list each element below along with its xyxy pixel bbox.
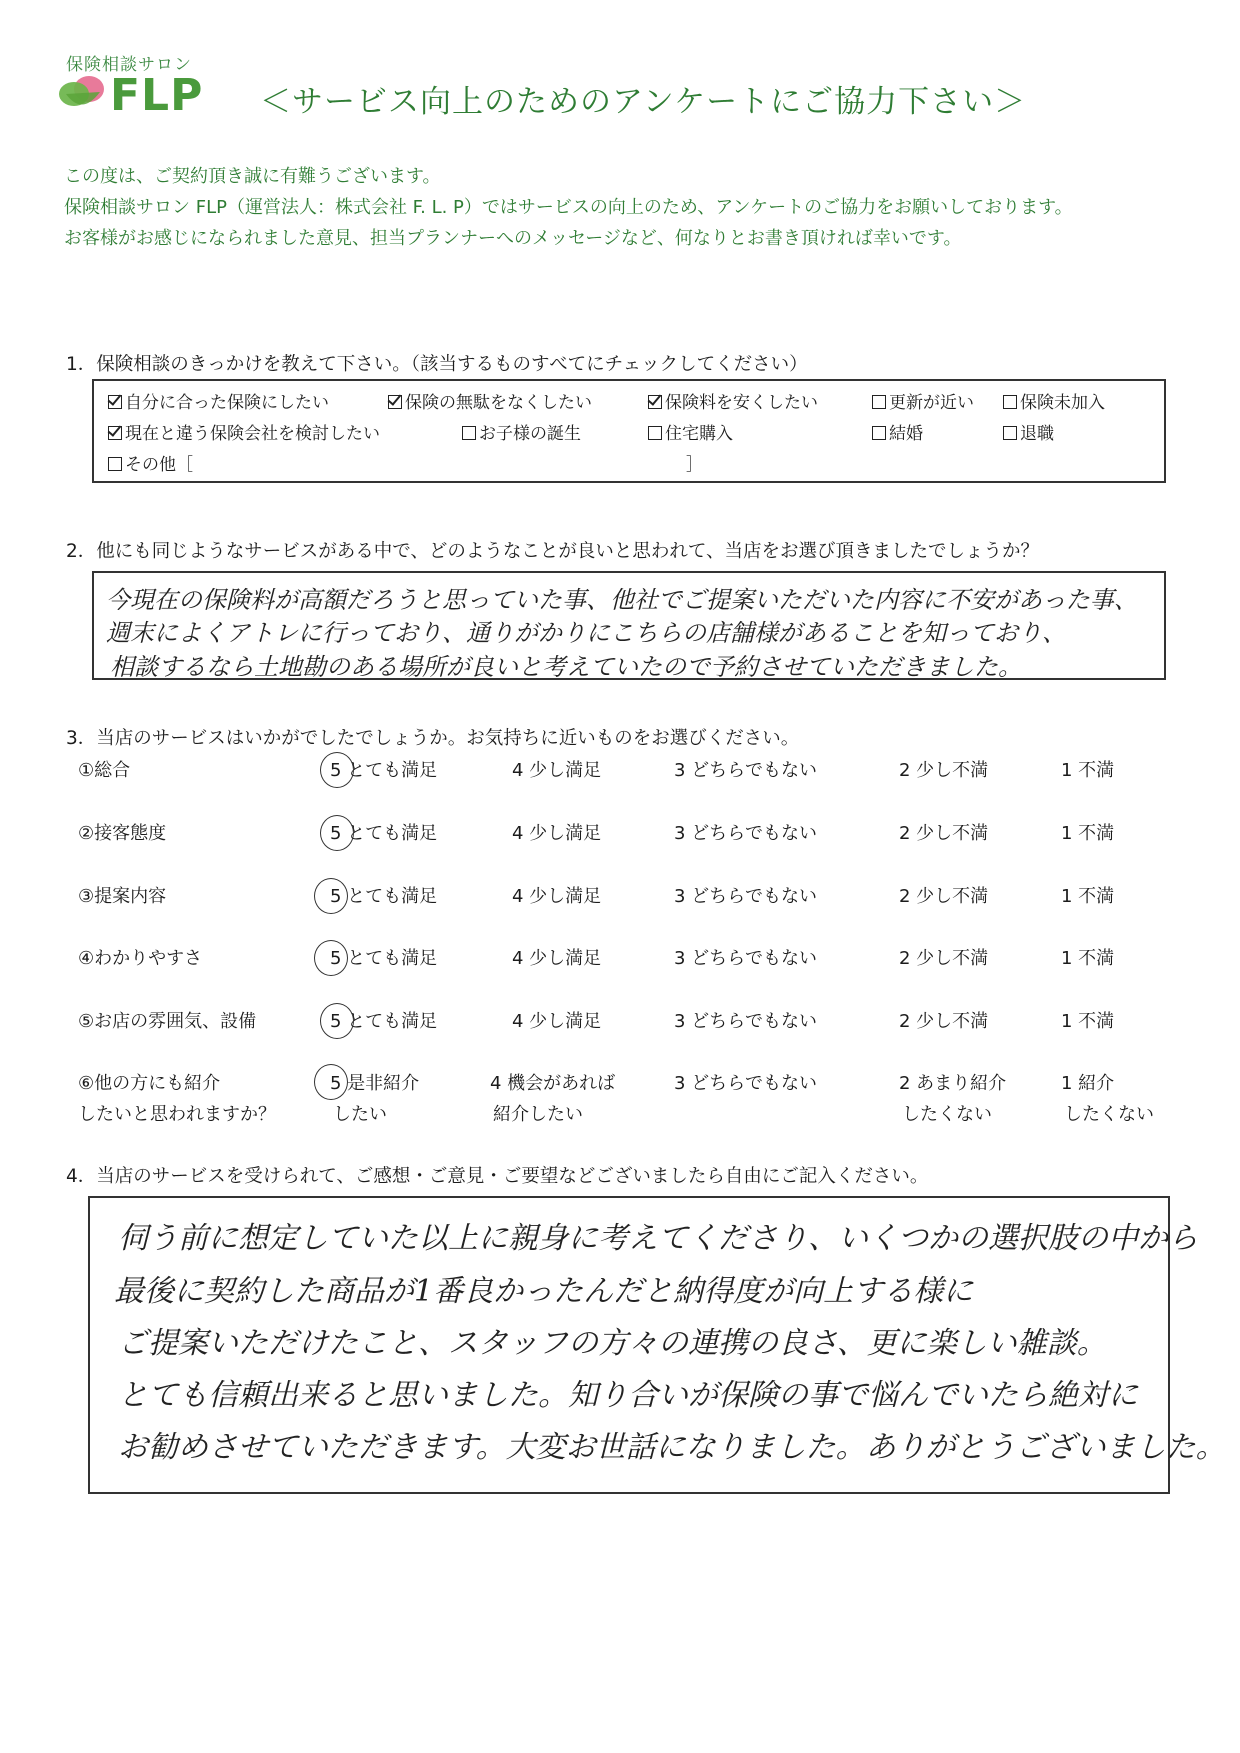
logo-brand: FLP <box>110 70 204 121</box>
rating-option-1[interactable]: 1 不満 <box>1061 760 1115 781</box>
rating-option-4[interactable]: 4 少し満足 <box>512 760 602 781</box>
rating-option-1[interactable]: 1 不満 <box>1061 823 1115 844</box>
q1-option[interactable] <box>462 419 581 444</box>
intro-line: この度は、ご契約頂き誠に有難うございます。 <box>64 166 441 187</box>
q1-option-label: 現在と違う保険会社を検討したい <box>125 424 380 444</box>
rating-option-1[interactable]: 1 不満 <box>1061 1011 1115 1032</box>
rating-option-5-cont: したい <box>333 1104 387 1125</box>
q1-option-label: 住宅購入 <box>665 424 733 444</box>
checkbox[interactable] <box>1003 426 1017 440</box>
q1-option[interactable] <box>648 419 733 444</box>
rating-option-5[interactable]: 5 とても満足 <box>330 886 438 907</box>
q1-option-label: 保険の無駄をなくしたい <box>405 393 592 413</box>
selection-circle <box>320 1003 354 1039</box>
q4-answer-line: お勧めさせていただきます。大変お世話になりました。ありがとうございました。 <box>118 1430 1226 1465</box>
q1-option-label: 保険未加入 <box>1020 393 1105 413</box>
q1-option[interactable] <box>648 388 818 413</box>
q1-option-other[interactable] <box>108 450 193 475</box>
selection-circle <box>314 940 348 976</box>
rating-option-2-cont: したくない <box>902 1104 992 1125</box>
checkbox[interactable] <box>462 426 476 440</box>
rating-option-3[interactable]: 3 どちらでもない <box>674 760 817 781</box>
rating-option-4[interactable]: 4 少し満足 <box>512 1011 602 1032</box>
logo-leaf-icon <box>56 72 108 116</box>
rating-option-1[interactable]: 1 不満 <box>1061 948 1115 969</box>
q4-answer-line: 伺う前に想定していた以上に親身に考えてくださり、いくつかの選択肢の中から <box>118 1221 1198 1256</box>
intro-line: 保険相談サロン FLP（運営法人：株式会社 F. L. P）ではサービスの向上のため、アンケートのご協力をお願いしております。 <box>64 197 1073 218</box>
q2-question: 2．他にも同じようなサービスがある中で、どのようなことが良いと思われて、当店をお選び頂きましたでしょうか？ <box>66 541 1040 562</box>
rating-option-2[interactable]: 2 あまり紹介 <box>899 1073 1007 1094</box>
q1-option-label: 更新が近い <box>889 393 974 413</box>
q4-answer-line: ご提案いただけたこと、スタッフの方々の連携の良さ、更に楽しい雑談。 <box>118 1326 1107 1361</box>
rating-option-2[interactable]: 2 少し不満 <box>899 948 989 969</box>
rating-option-4-cont: 紹介したい <box>493 1104 583 1125</box>
q1-option-label: 結婚 <box>889 424 923 444</box>
rating-option-1[interactable]: 1 不満 <box>1061 886 1115 907</box>
rating-option-3[interactable]: 3 どちらでもない <box>674 1011 817 1032</box>
rating-row-label-cont: したいと思われますか？ <box>78 1104 276 1125</box>
rating-option-3[interactable]: 3 どちらでもない <box>674 886 817 907</box>
q1-option[interactable] <box>1003 388 1105 413</box>
q2-answer-line: 今現在の保険料が高額だろうと思っていた事、他社でご提案いただいた内容に不安があった事、 <box>106 586 1138 614</box>
checkbox[interactable] <box>872 426 886 440</box>
rating-option-4[interactable]: 4 機会があれば <box>490 1073 616 1094</box>
q1-option-label: お子様の誕生 <box>479 424 581 444</box>
rating-option-1-cont: したくない <box>1064 1104 1154 1125</box>
checkbox[interactable] <box>648 426 662 440</box>
q1-option[interactable] <box>872 388 974 413</box>
rating-option-4[interactable]: 4 少し満足 <box>512 823 602 844</box>
q1-option[interactable] <box>388 388 592 413</box>
rating-option-2[interactable]: 2 少し不満 <box>899 886 989 907</box>
q1-option[interactable] <box>872 419 923 444</box>
intro-line: お客様がお感じになられました意見、担当プランナーへのメッセージなど、何なりとお書き頂ければ幸いです。 <box>64 228 962 249</box>
q1-question: 1．保険相談のきっかけを教えて下さい。（該当するものすべてにチェックしてください） <box>66 354 808 375</box>
rating-option-5[interactable]: 5 とても満足 <box>330 948 438 969</box>
rating-option-3[interactable]: 3 どちらでもない <box>674 948 817 969</box>
rating-option-2[interactable]: 2 少し不満 <box>899 1011 989 1032</box>
q2-answer-line: 相談するなら土地勘のある場所が良いと考えていたので予約させていただきました。 <box>110 653 1022 681</box>
selection-circle <box>314 1064 348 1100</box>
checkbox-checked[interactable] <box>648 395 662 409</box>
rating-option-2[interactable]: 2 少し不満 <box>899 760 989 781</box>
page-title: ＜サービス向上のためのアンケートにご協力下さい＞ <box>260 84 1027 120</box>
q1-option-label: 自分に合った保険にしたい <box>125 393 329 413</box>
rating-row-label: ⑤お店の雰囲気、設備 <box>78 1011 257 1032</box>
rating-option-1[interactable]: 1 紹介 <box>1061 1073 1115 1094</box>
q2-answer-line: 週末によくアトレに行っており、通りがかりにこちらの店舗様があることを知っており、 <box>106 619 1066 647</box>
selection-circle <box>320 815 354 851</box>
checkbox[interactable] <box>1003 395 1017 409</box>
q1-option[interactable] <box>1003 419 1054 444</box>
selection-circle <box>320 752 354 788</box>
checkbox-checked[interactable] <box>108 395 122 409</box>
rating-option-2[interactable]: 2 少し不満 <box>899 823 989 844</box>
q1-option-label: その他［ <box>125 455 193 475</box>
rating-option-5[interactable]: 5 是非紹介 <box>330 1073 420 1094</box>
rating-option-3[interactable]: 3 どちらでもない <box>674 823 817 844</box>
rating-option-4[interactable]: 4 少し満足 <box>512 886 602 907</box>
q1-option[interactable] <box>108 388 329 413</box>
q4-question: 4．当店のサービスを受けられて、ご感想・ご意見・ご要望などございましたら自由にご記入ください。 <box>66 1166 929 1187</box>
rating-option-5[interactable]: 5 とても満足 <box>330 823 438 844</box>
logo-tagline: 保険相談サロン <box>66 55 192 75</box>
checkbox[interactable] <box>872 395 886 409</box>
rating-row-label: ④わかりやすさ <box>78 948 203 969</box>
q4-answer-line: 最後に契約した商品が1番良かったんだと納得度が向上する様に <box>114 1274 974 1309</box>
rating-option-5[interactable]: 5 とても満足 <box>330 760 438 781</box>
q1-option-label: 保険料を安くしたい <box>665 393 818 413</box>
rating-row-label: ①総合 <box>78 760 131 781</box>
q1-option[interactable] <box>108 419 380 444</box>
q1-option-label: 退職 <box>1020 424 1054 444</box>
q1-other-close-bracket: ］ <box>686 455 703 475</box>
rating-option-4[interactable]: 4 少し満足 <box>512 948 602 969</box>
rating-row-label: ⑥他の方にも紹介 <box>78 1073 221 1094</box>
q3-question: 3．当店のサービスはいかがでしたでしょうか。お気持ちに近いものをお選びください。 <box>66 728 800 749</box>
rating-row-label: ③提案内容 <box>78 886 167 907</box>
rating-option-5[interactable]: 5 とても満足 <box>330 1011 438 1032</box>
selection-circle <box>314 878 348 914</box>
rating-option-3[interactable]: 3 どちらでもない <box>674 1073 817 1094</box>
rating-row-label: ②接客態度 <box>78 823 167 844</box>
checkbox-checked[interactable] <box>388 395 402 409</box>
q4-answer-line: とても信頼出来ると思いました。知り合いが保険の事で悩んでいたら絶対に <box>118 1378 1138 1413</box>
checkbox[interactable] <box>108 457 122 471</box>
checkbox-checked[interactable] <box>108 426 122 440</box>
